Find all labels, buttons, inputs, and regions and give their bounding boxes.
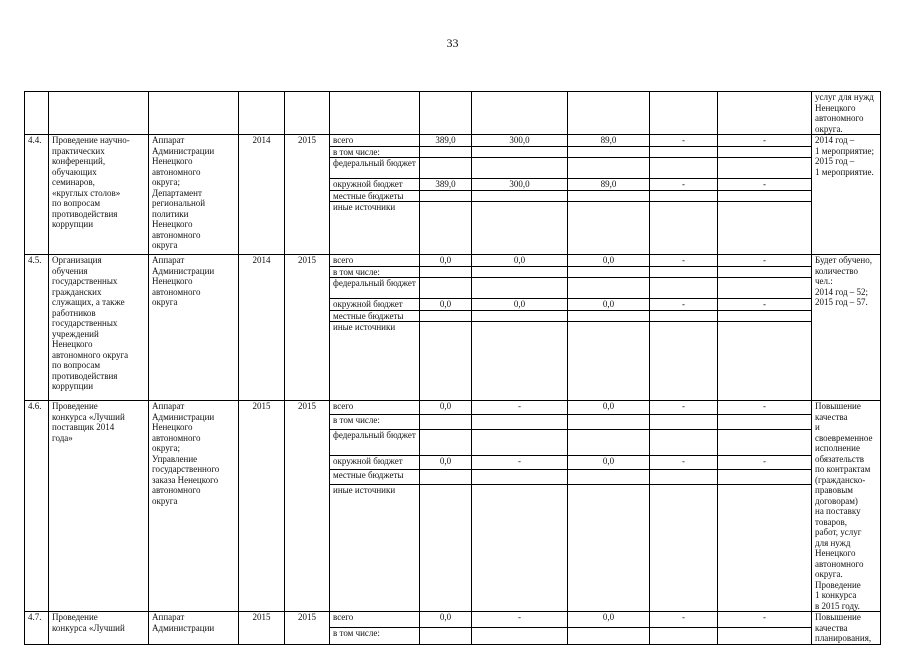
funding-value [472, 158, 568, 179]
funding-source-label: всего [330, 612, 420, 628]
cell-empty [285, 92, 330, 135]
funding-value [472, 628, 568, 644]
funding-value [650, 322, 718, 401]
funding-value: - [718, 135, 812, 147]
funding-value [718, 158, 812, 179]
funding-value [420, 190, 472, 202]
funding-value: 0,0 [420, 455, 472, 469]
funding-value [420, 278, 472, 299]
funding-source-label: в том числе: [330, 628, 420, 644]
funding-value [568, 484, 650, 611]
cell-empty [568, 92, 650, 135]
funding-source-label: иные источники [330, 484, 420, 611]
funding-value [718, 470, 812, 484]
funding-value [650, 310, 718, 322]
funding-value [420, 470, 472, 484]
executor: Аппарат Администрации Ненецкого автономного округа [149, 255, 239, 401]
funding-value: - [718, 179, 812, 191]
funding-value [650, 415, 718, 429]
funding-value [650, 429, 718, 455]
funding-value: - [650, 255, 718, 267]
funding-source-label: всего [330, 401, 420, 415]
table-row [25, 401, 881, 415]
top-row [25, 92, 881, 135]
funding-value [420, 158, 472, 179]
expected-result: Повышение качества и своевременное исполнение обязательств по контрактам (гражданско- правовым договорам) на поставку товаров, работ, услуг для нужд Ненецкого автономного округа. Проведение 1 конкурса в 2015 году. [812, 401, 881, 612]
funding-value [650, 266, 718, 278]
row-number: 4.6. [25, 401, 49, 612]
funding-value: - [650, 135, 718, 147]
funding-value [650, 146, 718, 158]
executor: Аппарат Администрации Ненецкого автономного округа; Управление государственного заказа Ненецкого автономного округа [149, 401, 239, 612]
executor: Аппарат Администрации Ненецкого автономного округа; Департамент региональной политики Ненецкого автономного округа [149, 135, 239, 255]
funding-value [718, 202, 812, 255]
funding-value: - [718, 401, 812, 415]
funding-value [568, 415, 650, 429]
cell-empty [239, 92, 285, 135]
funding-value: 0,0 [568, 255, 650, 267]
funding-value: 0,0 [568, 299, 650, 311]
funding-value: 0,0 [420, 299, 472, 311]
row-number: 4.4. [25, 135, 49, 255]
funding-value [718, 310, 812, 322]
funding-value [718, 146, 812, 158]
funding-value: 300,0 [472, 135, 568, 147]
cell-empty [149, 92, 239, 135]
end-year: 2015 [285, 135, 330, 255]
funding-value [420, 484, 472, 611]
funding-value: - [718, 255, 812, 267]
start-year: 2014 [239, 255, 285, 401]
funding-value: 89,0 [568, 179, 650, 191]
funding-source-label: окружной бюджет [330, 299, 420, 311]
start-year: 2015 [239, 401, 285, 612]
funding-value: 0,0 [420, 612, 472, 628]
funding-value [472, 484, 568, 611]
expected-result: Повышение качества планирования, [812, 612, 881, 645]
end-year: 2015 [285, 612, 330, 645]
funding-value: 89,0 [568, 135, 650, 147]
funding-value: 0,0 [472, 255, 568, 267]
funding-source-label: федеральный бюджет [330, 158, 420, 179]
expected-result: Будет обучено, количество чел.: 2014 год – 52; 2015 год – 57. [812, 255, 881, 401]
funding-value [472, 266, 568, 278]
table-row [25, 255, 881, 267]
funding-source-label: федеральный бюджет [330, 429, 420, 455]
funding-value: 0,0 [568, 401, 650, 415]
funding-value [420, 202, 472, 255]
cell-empty [330, 92, 420, 135]
funding-value [568, 158, 650, 179]
funding-value [472, 429, 568, 455]
expected-result: 2014 год – 1 мероприятие; 2015 год – 1 мероприятие. [812, 135, 881, 255]
funding-value [568, 278, 650, 299]
funding-value [472, 146, 568, 158]
funding-source-label: в том числе: [330, 415, 420, 429]
funding-value [718, 628, 812, 644]
page-number: 33 [446, 36, 459, 50]
result-cell: услуг для нужд Ненецкого автономного округа. [812, 92, 881, 135]
funding-value: 0,0 [472, 299, 568, 311]
funding-value [650, 628, 718, 644]
cell-empty [718, 92, 812, 135]
funding-value [568, 470, 650, 484]
funding-value: - [718, 455, 812, 469]
funding-value [420, 628, 472, 644]
funding-value [718, 322, 812, 401]
row-number: 4.7. [25, 612, 49, 645]
measure-name: Проведение конкурса «Лучший [49, 612, 149, 645]
funding-value: - [650, 179, 718, 191]
funding-value [472, 470, 568, 484]
funding-source-label: местные бюджеты [330, 190, 420, 202]
cell-empty [650, 92, 718, 135]
funding-value [718, 429, 812, 455]
start-year: 2015 [239, 612, 285, 645]
funding-value [718, 415, 812, 429]
funding-value: - [650, 455, 718, 469]
row-number: 4.5. [25, 255, 49, 401]
funding-value: - [472, 455, 568, 469]
funding-value: 389,0 [420, 179, 472, 191]
funding-value [568, 146, 650, 158]
funding-value [650, 190, 718, 202]
funding-value: - [472, 612, 568, 628]
funding-value [472, 278, 568, 299]
funding-value [650, 484, 718, 611]
funding-value [568, 202, 650, 255]
executor: Аппарат Администрации [149, 612, 239, 645]
funding-value [420, 146, 472, 158]
funding-value [472, 202, 568, 255]
funding-value: 0,0 [420, 255, 472, 267]
funding-value [718, 484, 812, 611]
funding-value: 0,0 [420, 401, 472, 415]
funding-value [420, 322, 472, 401]
funding-value [568, 190, 650, 202]
funding-source-label: всего [330, 135, 420, 147]
funding-value: - [718, 299, 812, 311]
funding-value [650, 202, 718, 255]
funding-value [472, 310, 568, 322]
funding-source-label: иные источники [330, 202, 420, 255]
funding-value: - [650, 299, 718, 311]
program-table [24, 91, 881, 645]
funding-value: 389,0 [420, 135, 472, 147]
funding-value [472, 415, 568, 429]
funding-source-label: местные бюджеты [330, 310, 420, 322]
cell-empty [25, 92, 49, 135]
funding-value [420, 310, 472, 322]
funding-source-label: окружной бюджет [330, 455, 420, 469]
cell-empty [49, 92, 149, 135]
funding-value [568, 266, 650, 278]
funding-source-label: иные источники [330, 322, 420, 401]
funding-value: 0,0 [568, 455, 650, 469]
funding-source-label: местные бюджеты [330, 470, 420, 484]
funding-value: 300,0 [472, 179, 568, 191]
funding-value [650, 470, 718, 484]
funding-source-label: в том числе: [330, 266, 420, 278]
funding-value [718, 266, 812, 278]
funding-value [718, 190, 812, 202]
cell-empty [420, 92, 472, 135]
funding-value: - [718, 612, 812, 628]
funding-value [650, 158, 718, 179]
measure-name: Организация обучения государственных гражданских служащих, а также работников государственных учреждений Ненецкого автономного округа по вопросам противодействия коррупции [49, 255, 149, 401]
funding-source-label: всего [330, 255, 420, 267]
measure-name: Проведение научно- практических конференций, обучающих семинаров, «круглых столов» по вопросам противодействия коррупции [49, 135, 149, 255]
funding-value: 0,0 [568, 612, 650, 628]
funding-value [472, 322, 568, 401]
table-row [25, 612, 881, 628]
funding-source-label: окружной бюджет [330, 179, 420, 191]
funding-value [568, 628, 650, 644]
funding-value [568, 429, 650, 455]
funding-value [650, 278, 718, 299]
end-year: 2015 [285, 255, 330, 401]
cell-empty [472, 92, 568, 135]
funding-value [472, 190, 568, 202]
end-year: 2015 [285, 401, 330, 612]
funding-value [568, 310, 650, 322]
funding-value [568, 322, 650, 401]
funding-value [420, 415, 472, 429]
funding-value: - [650, 612, 718, 628]
funding-source-label: в том числе: [330, 146, 420, 158]
funding-value: - [650, 401, 718, 415]
funding-value [718, 278, 812, 299]
start-year: 2014 [239, 135, 285, 255]
measure-name: Проведение конкурса «Лучший поставщик 2014 года» [49, 401, 149, 612]
table-row [25, 135, 881, 147]
funding-value: - [472, 401, 568, 415]
funding-value [420, 429, 472, 455]
funding-source-label: федеральный бюджет [330, 278, 420, 299]
funding-value [420, 266, 472, 278]
